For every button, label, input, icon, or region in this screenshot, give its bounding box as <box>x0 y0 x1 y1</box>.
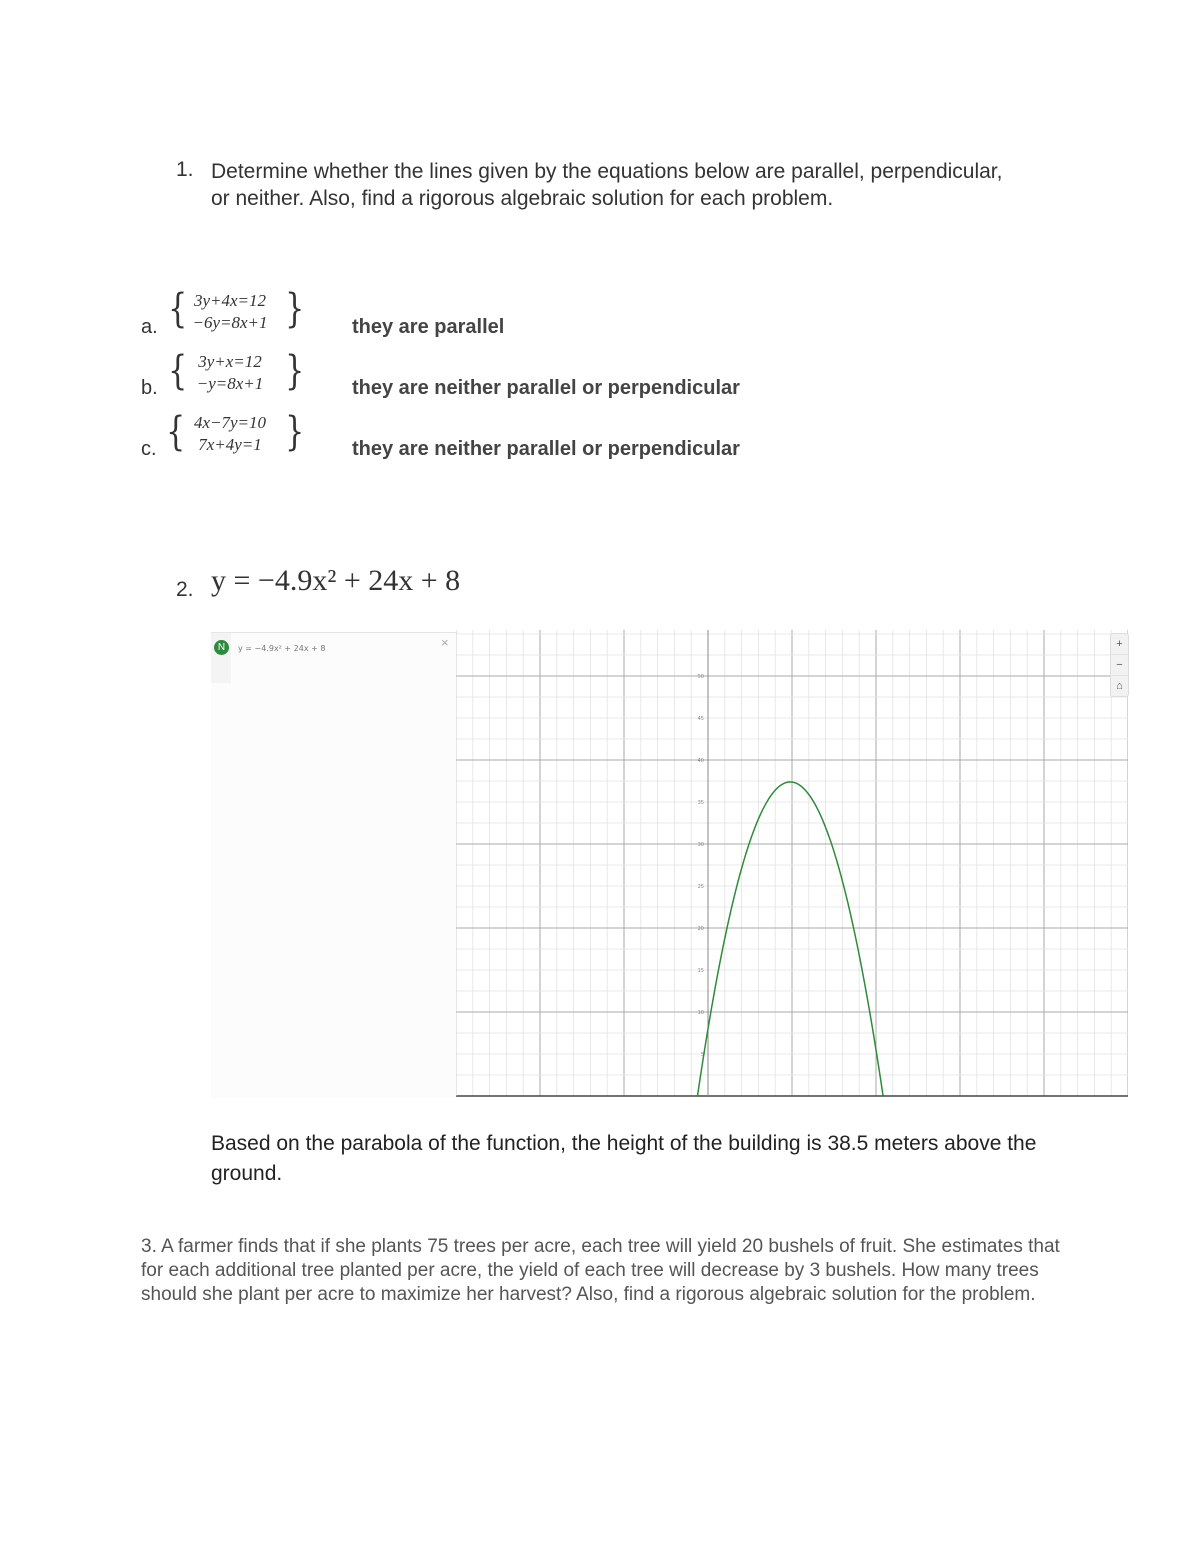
y-tick-labels <box>698 674 704 1058</box>
system-a-answer: they are parallel <box>352 316 505 338</box>
y-tick-label: 20 <box>697 926 704 932</box>
system-b-brace-right: } <box>285 348 305 394</box>
system-a-equations <box>180 290 280 334</box>
y-tick-label: 15 <box>697 968 704 974</box>
zoom-controls <box>1110 633 1129 697</box>
expression-panel <box>211 632 457 1098</box>
question-2-conclusion: Based on the parabola of the function, the height of the building is 38.5 meters above the ground. <box>211 1132 1037 1185</box>
system-a-eq2: −6y=8x+1 <box>192 313 268 332</box>
expression-input[interactable]: y = −4.9x² + 24x + 8 <box>238 644 326 653</box>
system-b-eq1: 3y+x=12 <box>198 352 262 371</box>
y-tick-label: 40 <box>697 758 704 764</box>
home-icon[interactable]: ⌂ <box>1116 680 1123 692</box>
system-b-brace-left: { <box>168 348 188 394</box>
zoom-out-button[interactable]: − <box>1111 655 1128 676</box>
question-2-number: 2. <box>176 578 194 601</box>
system-c-brace-left: { <box>166 409 186 455</box>
question-2-equation: y = −4.9x² + 24x + 8 <box>211 564 461 597</box>
system-a-brace-left: { <box>168 286 188 332</box>
system-c-brace-right: } <box>285 409 305 455</box>
question-3-text: 3. A farmer finds that if she plants 75 trees per acre, each tree will yield 20 bushels of fruit. She estimates that for each additional tree planted per acre, the yield of each tree will decrease by 3 bushels. How many trees should she plant per acre to maximize her harvest? Also, find a rigorous algebraic solution for the problem. <box>141 1236 1060 1305</box>
system-c-label: c. <box>141 438 157 460</box>
zoom-in-button[interactable]: + <box>1111 634 1128 655</box>
y-tick-label: 10 <box>697 1010 704 1016</box>
y-tick-label: 50 <box>697 674 704 680</box>
grid-lines <box>456 630 1128 1096</box>
system-b-eq2: −y=8x+1 <box>196 374 264 393</box>
system-a-brace-right: } <box>285 286 305 332</box>
y-tick-label: 25 <box>697 884 704 890</box>
y-tick-label: 35 <box>697 800 704 806</box>
question-1-prompt: Determine whether the lines given by the equations below are parallel, perpendicular, or neither. Also, find a rigorous algebraic solution for each problem. <box>211 160 1003 210</box>
system-b-answer: they are neither parallel or perpendicular <box>352 377 740 399</box>
system-c-answer: they are neither parallel or perpendicular <box>352 438 740 460</box>
system-c-eq1: 4x−7y=10 <box>193 413 267 432</box>
y-tick-label: 30 <box>697 842 704 848</box>
y-tick-label: 45 <box>697 716 704 722</box>
close-icon[interactable]: × <box>441 635 449 650</box>
question-1-number: 1. <box>176 158 194 181</box>
system-a-label: a. <box>141 316 158 338</box>
system-b-label: b. <box>141 377 158 399</box>
parabola-curve <box>698 782 883 1096</box>
graph-color-icon[interactable]: N <box>214 640 229 655</box>
y-tick-label: 5 <box>700 1052 704 1058</box>
system-b-equations <box>180 351 280 395</box>
system-a-eq1: 3y+4x=12 <box>193 291 267 310</box>
graph-canvas[interactable] <box>456 630 1128 1100</box>
system-c-eq2: 7x+4y=1 <box>198 435 262 454</box>
system-c-equations <box>178 412 282 456</box>
